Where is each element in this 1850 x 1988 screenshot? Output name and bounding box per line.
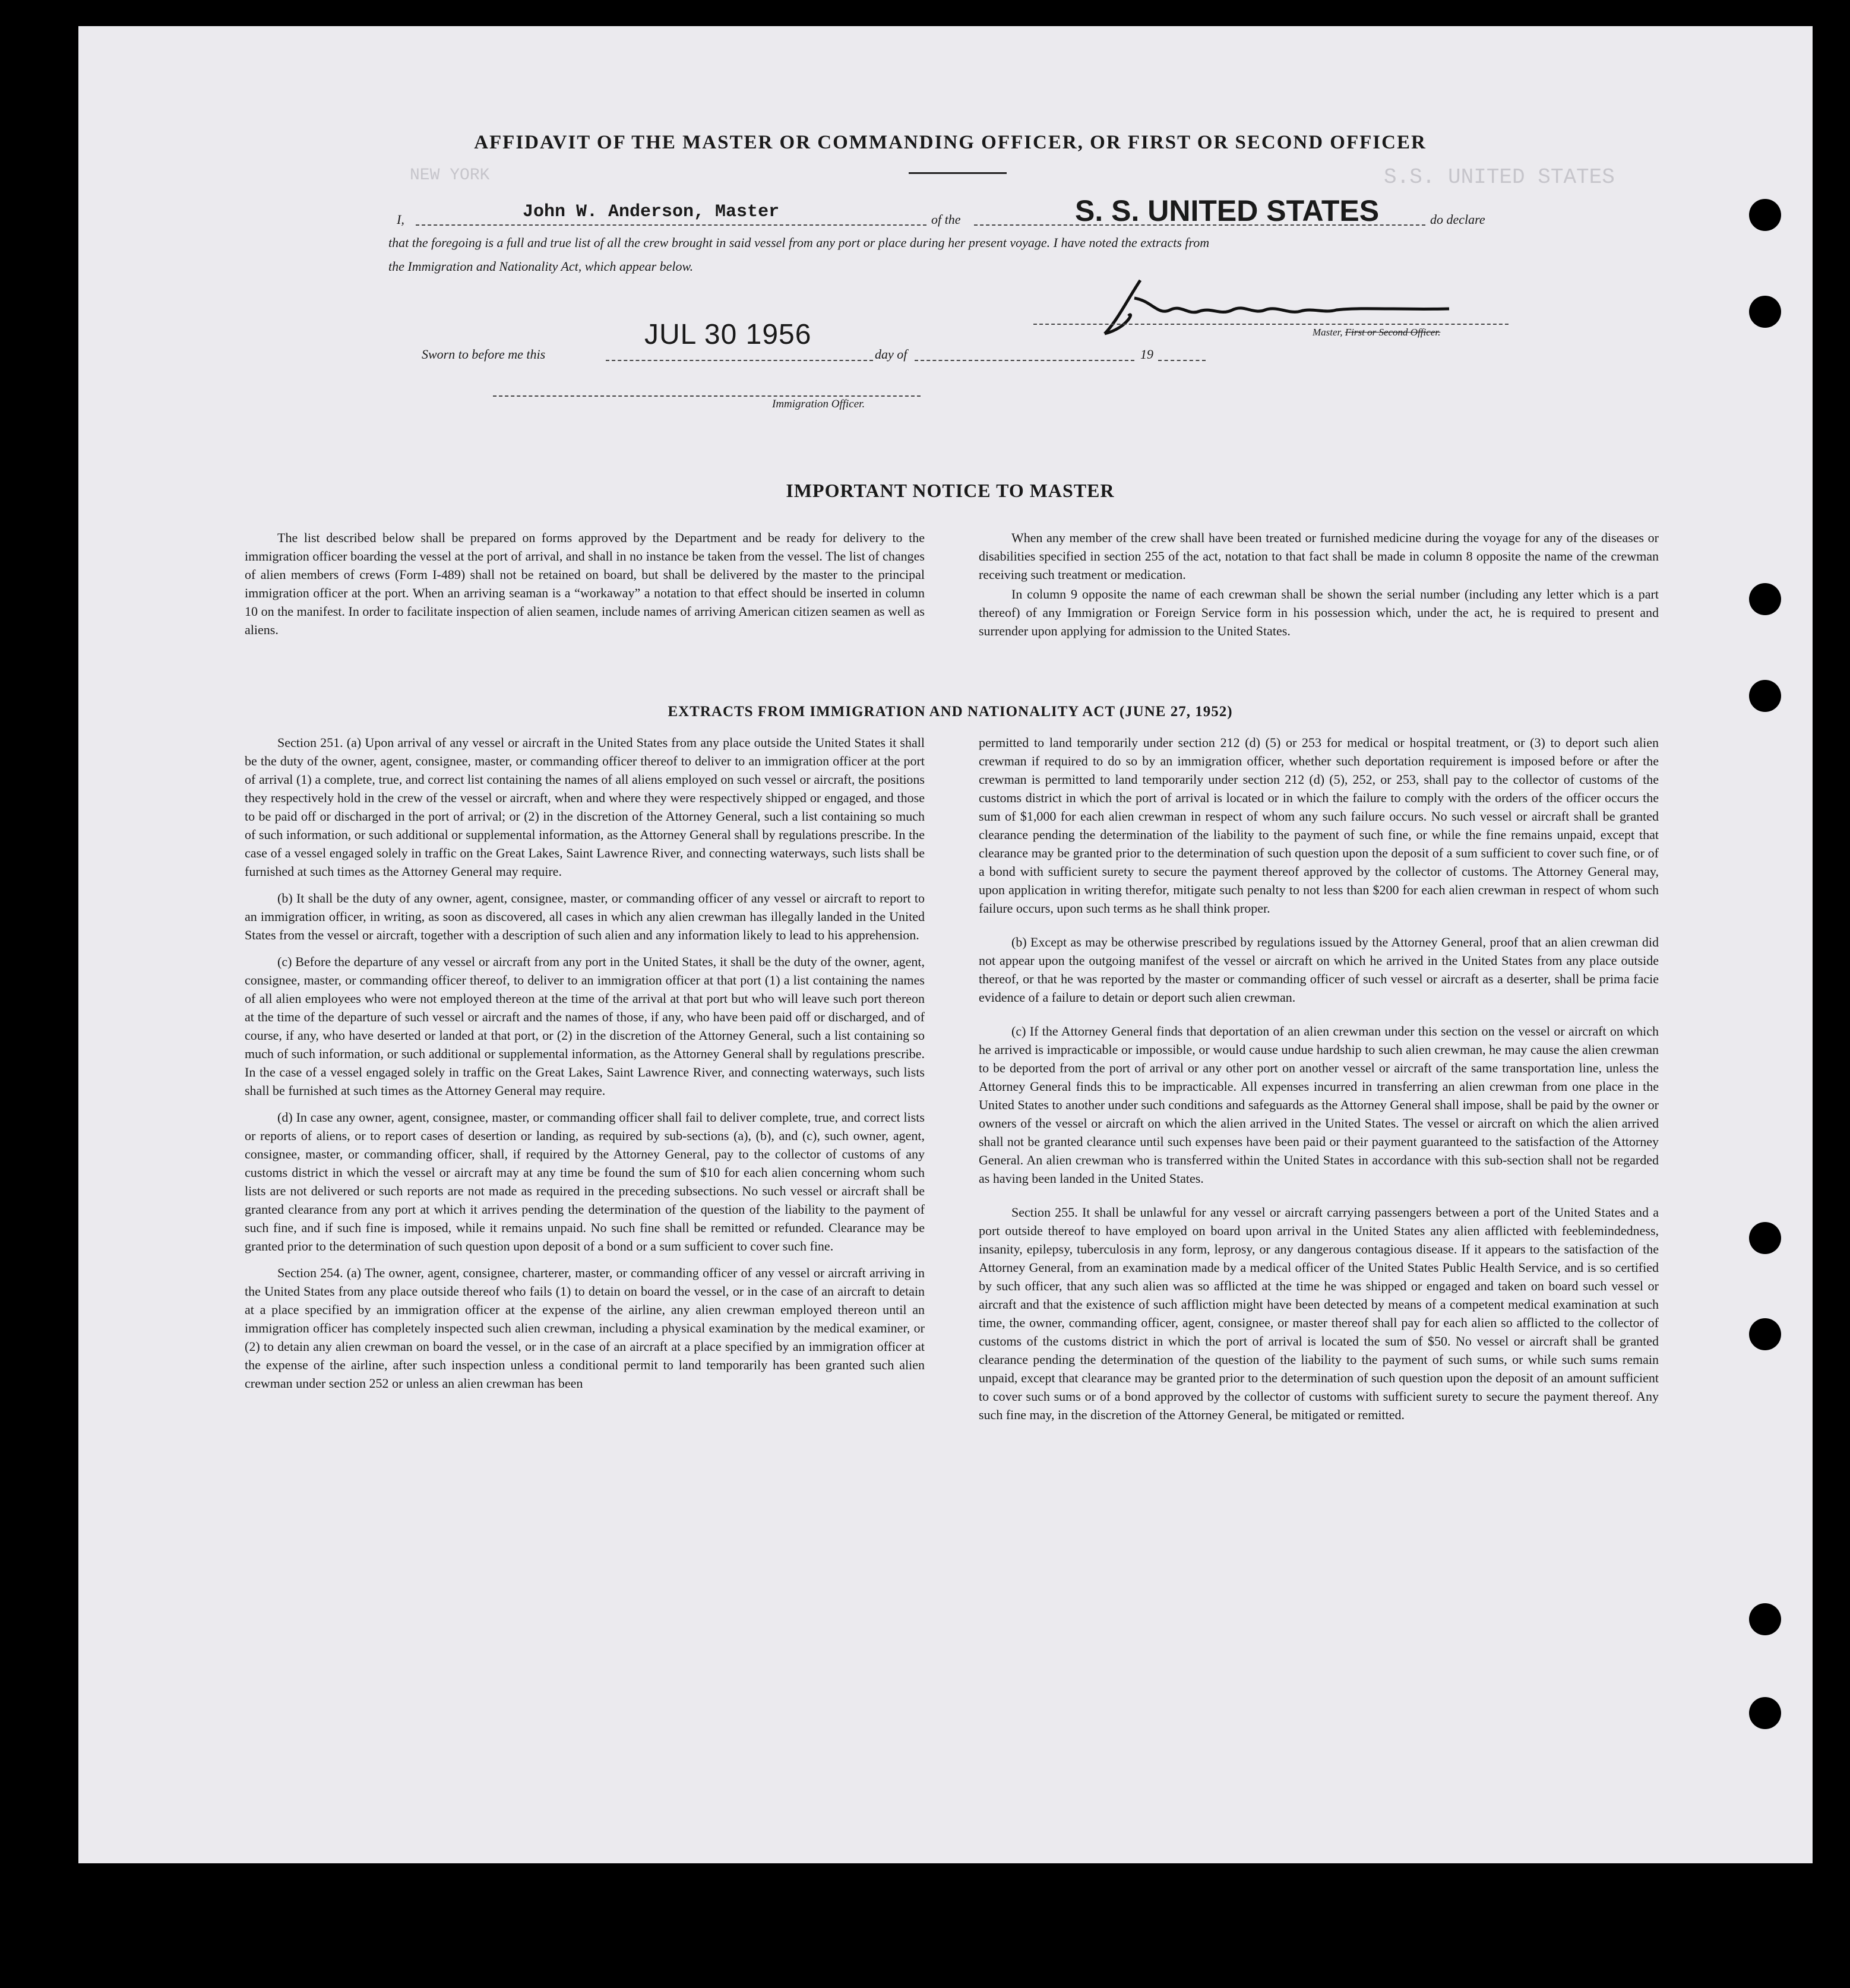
binder-hole (1749, 1697, 1781, 1729)
affidavit-title: AFFIDAVIT OF THE MASTER OR COMMANDING OFFICER, OR FIRST OR SECOND OFFICER (474, 132, 1427, 153)
sworn-year-line (1158, 360, 1206, 361)
notice-left-column (245, 528, 925, 647)
extracts-right-column (979, 733, 1659, 1432)
section-254c: (c) If the Attorney General finds that deportation of an alien crewman under this section on the vessel or aircraft on which he arrived is impracticable or impossible, or would cause undue hardship to such alien crewman, he may cause the alien crewman to be deported from the port of arrival or any other port on another vessel or aircraft of the same transportation line, unless the Attorney General finds this to be impracticable. All expenses incurred in transferring an alien crewman from one place in the United States to another under such conditions and safeguards as the Attorney General shall impose, shall be paid by the owner or owners of the vessel or aircraft on which the alien arrived in the United States. The vessel or aircraft on which the alien arrived shall not be granted clearance until such expenses have been paid or their payment guaranteed to the satisfaction of the Attorney General. An alien crewman who is transferred within the United States in accordance with this sub-section shall not be regarded as having been landed in the United States. (979, 1024, 1659, 1186)
notice-right-paragraph-1: When any member of the crew shall have been treated or furnished medicine during the voyage for any of the diseases or disabilities specified in section 255 of the act, notation to that fact shall be made in column 8 opposite the name of the crewman receiving such treatment or medication. (979, 530, 1659, 582)
statement-line-1: that the foregoing is a full and true list of all the crew brought in said vessel from any port or place during her present voyage. I have noted the extracts from (388, 235, 1210, 250)
notice-right-column (979, 528, 1659, 648)
name-line (416, 224, 926, 226)
binder-hole (1749, 583, 1781, 615)
binder-hole (1749, 1603, 1781, 1635)
extracts-title: EXTRACTS FROM IMMIGRATION AND NATIONALITY ACT (JUNE 27, 1952) (668, 704, 1233, 720)
notice-left-paragraph: The list described below shall be prepared on forms approved by the Department and be ready for delivery to the immigration officer boarding the vessel at the port of arrival, and shall in no instance be taken from the vessel. The list of changes of alien members of crews (Form I-489) shall not be retained on board, but shall be delivered by the master to the principal immigration officer at the port. When an arriving seaman is a “workaway” a notation to that effect should be inserted in column 10 on the manifest. In order to facilitate inspection of alien seamen, include names of arriving American citizen seamen as well as aliens. (245, 530, 925, 637)
master-caption (1313, 327, 1440, 338)
master-name: John W. Anderson, Master (523, 202, 780, 222)
year-prefix: 19 (1140, 347, 1153, 362)
immigration-officer-caption: Immigration Officer. (772, 398, 865, 410)
day-of-label: day of (875, 347, 907, 362)
master-caption-struck: First or Second Officer. (1345, 327, 1441, 338)
section-251b: (b) It shall be the duty of any owner, agent, consignee, master, or commanding officer of any vessel or aircraft to report to an immigration officer, in writing, as soon as discovered, all cases in which any alien crewman has illegally landed in the United States from the vessel or aircraft, together with a description of such alien and any information likely to lead to his apprehension. (245, 891, 925, 942)
of-the-label: of the (931, 212, 961, 227)
do-declare-label: do declare (1430, 212, 1485, 227)
intro-i: I, (397, 212, 404, 227)
sworn-date-stamp: JUL 30 1956 (644, 319, 812, 350)
sworn-label: Sworn to before me this (422, 347, 546, 362)
binder-hole (1749, 1222, 1781, 1254)
binder-hole (1749, 1318, 1781, 1350)
immigration-officer-line (493, 395, 921, 397)
section-251c: (c) Before the departure of any vessel or aircraft from any port in the United States, it shall be the duty of the owner, agent, consignee, master, or commanding officer thereof, to deliver to an immigration officer at that port (1) a list containing the names of all alien employees who were not employed thereon at the time of the arrival at that port but who will leave such port thereon at the time of the departure of such vessel or aircraft and the names of those, if any, who have been paid off or discharged, and of course, if any, who have deserted or landed at that port, or (2) in the discretion of the Attorney General, such a list containing so much of such information, or such additional or supplemental information, as the Attorney General shall by regulations prescribe. In the case of a vessel engaged solely in traffic on the Great Lakes, Saint Lawrence River, and connecting waterways, such lists shall be furnished at such times as the Attorney General may require. (245, 954, 925, 1098)
master-signature-line (1033, 324, 1509, 325)
binder-hole (1749, 296, 1781, 328)
master-caption-master: Master, (1313, 327, 1343, 338)
section-251d: (d) In case any owner, agent, consignee, master, or commanding officer shall fail to deliver complete, true, and correct lists or reports of aliens, or to report cases of desertion or landing, as required by sub-sections (a), (b), and (c), such owner, agent, consignee, master, or commanding officer, shall, if required by the Attorney General, pay to the collector of customs of any customs district in which the vessel or aircraft may at any time be found the sum of $10 for each alien concerning whom such lists are not delivered or such reports are not made as required in the preceding subsections. No such vessel or aircraft shall be granted clearance from any port at which it arrives pending the determination of the question of the liability to the payment of such fine, and if such fine is imposed, while it remains unpaid. No such fine shall be remitted or refunded. Clearance may be granted prior to the determination of such question upon deposit of a bond or a sum sufficient to cover such fine. (245, 1110, 925, 1253)
title-divider (909, 172, 1007, 174)
extracts-left-column (245, 733, 925, 1401)
notice-right-paragraph-2: In column 9 opposite the name of each crewman shall be shown the serial number (including any letter which is a part thereof) of any Immigration or Foreign Service form in his possession which, under the act, he is required to present and surrender upon applying for admission to the United States. (979, 587, 1659, 638)
section-254a: Section 254. (a) The owner, agent, consignee, charterer, master, or commanding officer of any vessel or aircraft arriving in the United States from any place outside thereof who fails (1) to detain on board the vessel, or in the case of an aircraft to detain at a place specified by an immigration officer at the expense of the airline, any alien crewman employed thereon until an immigration officer has completely inspected such alien crewman, including a physical examination by the medical examiner, or (2) to detain any alien crewman on board the vessel, or in the case of an aircraft at a place specified by an immigration officer at the expense of the airline, after such inspection unless a conditional permit to land temporarily has been granted such alien crewman under section 252 or unless an alien crewman has been (245, 1265, 925, 1391)
statement-line-2: the Immigration and Nationality Act, which appear below. (388, 259, 694, 274)
section-254b: (b) Except as may be otherwise prescribed by regulations issued by the Attorney General, proof that an alien crewman did not appear upon the outgoing manifest of the vessel or aircraft on which he arrived in the United States from any place outside thereof, or that he was reported by the master or commanding officer of such vessel or aircraft as a deserter, shall be prima facie evidence of a failure to detain or deport such alien crewman. (979, 935, 1659, 1005)
section-251a: Section 251. (a) Upon arrival of any vessel or aircraft in the United States from any place outside the United States it shall be the duty of the owner, agent, consignee, master, or commanding officer thereof to deliver to an immigration officer at the port of arrival (1) a complete, true, and correct list containing the names of all aliens employed on such vessel or aircraft, the positions they respectively hold in the crew of the vessel or aircraft, when and where they were respectively shipped or engaged, and those to be paid off or discharged in the port of arrival; or (2) in the discretion of the Attorney General, such a list containing so much of such information, or such additional or supplemental information, as the Attorney General shall by regulations prescribe. In the case of a vessel engaged solely in traffic on the Great Lakes, Saint Lawrence River, and connecting waterways, such lists shall be furnished at such times as the Attorney General may require. (245, 735, 925, 879)
binder-hole (1749, 199, 1781, 231)
sworn-month-line (915, 360, 1134, 361)
binder-hole (1749, 680, 1781, 712)
sworn-day-line (606, 360, 873, 361)
bleed-through-text: S.S. UNITED STATES (1384, 165, 1615, 189)
notice-title: IMPORTANT NOTICE TO MASTER (786, 480, 1115, 501)
bleed-through-text: NEW YORK (410, 166, 490, 185)
section-254a-continued: permitted to land temporarily under section 212 (d) (5) or 253 for medical or hospital treatment, or (3) to deport such alien crewman if required to do so by an immigration officer, whether such deportation requirement is imposed before or after the crewman is permitted to land temporarily under section 212 (d) (5), 252, or 253, shall pay to the collector of customs of the customs district in which the port of arrival is located or in which the failure to comply with the orders of the officer occurs the sum of $1,000 for each alien crewman in respect of whom any such failure occurs. No such vessel or aircraft shall be granted clearance pending the determination of the liability to the payment of such fine, or while the fine remains unpaid, except that clearance may be granted prior to the determination of such question upon the deposit of a sum sufficient to cover such fine, or of a bond with sufficient surety to secure the payment thereof approved by the collector of customs. The Attorney General may, upon application in writing therefor, mitigate such penalty to not less than $200 for each alien crewman in respect of whom such failure occurs, upon such terms as he shall think proper. (979, 735, 1659, 916)
section-255: Section 255. It shall be unlawful for any vessel or aircraft carrying passengers between a port of the United States and a port outside thereof to have employed on board upon arrival in the United States any alien afflicted with feeblemindedness, insanity, epilepsy, tuberculosis in any form, leprosy, or any dangerous contagious disease. If it appears to the satisfaction of the Attorney General, from an examination made by a medical officer of the United States Public Health Service, and is so certified by such officer, that any such alien was so afflicted at the time he was shipped or engaged and taken on board such vessel or aircraft and that the existence of such affliction might have been detected by means of a competent medical examination at such time, the owner, commanding officer, agent, consignee, or master thereof shall pay for each alien so afflicted to the collector of customs of the customs district in which the port of arrival is located the sum of $50. No vessel or aircraft shall be granted clearance pending the determination of the question of the liability to the payment of such sums, or while such sums remain unpaid, except that clearance may be granted prior to the determination of such question upon the deposit of an amount sufficient to cover such sums or of a bond approved by the collector of customs with sufficient surety to secure the payment thereof. Any such fine may, in the discretion of the Attorney General, be mitigated or remitted. (979, 1205, 1659, 1422)
vessel-name: S. S. UNITED STATES (1075, 194, 1380, 227)
